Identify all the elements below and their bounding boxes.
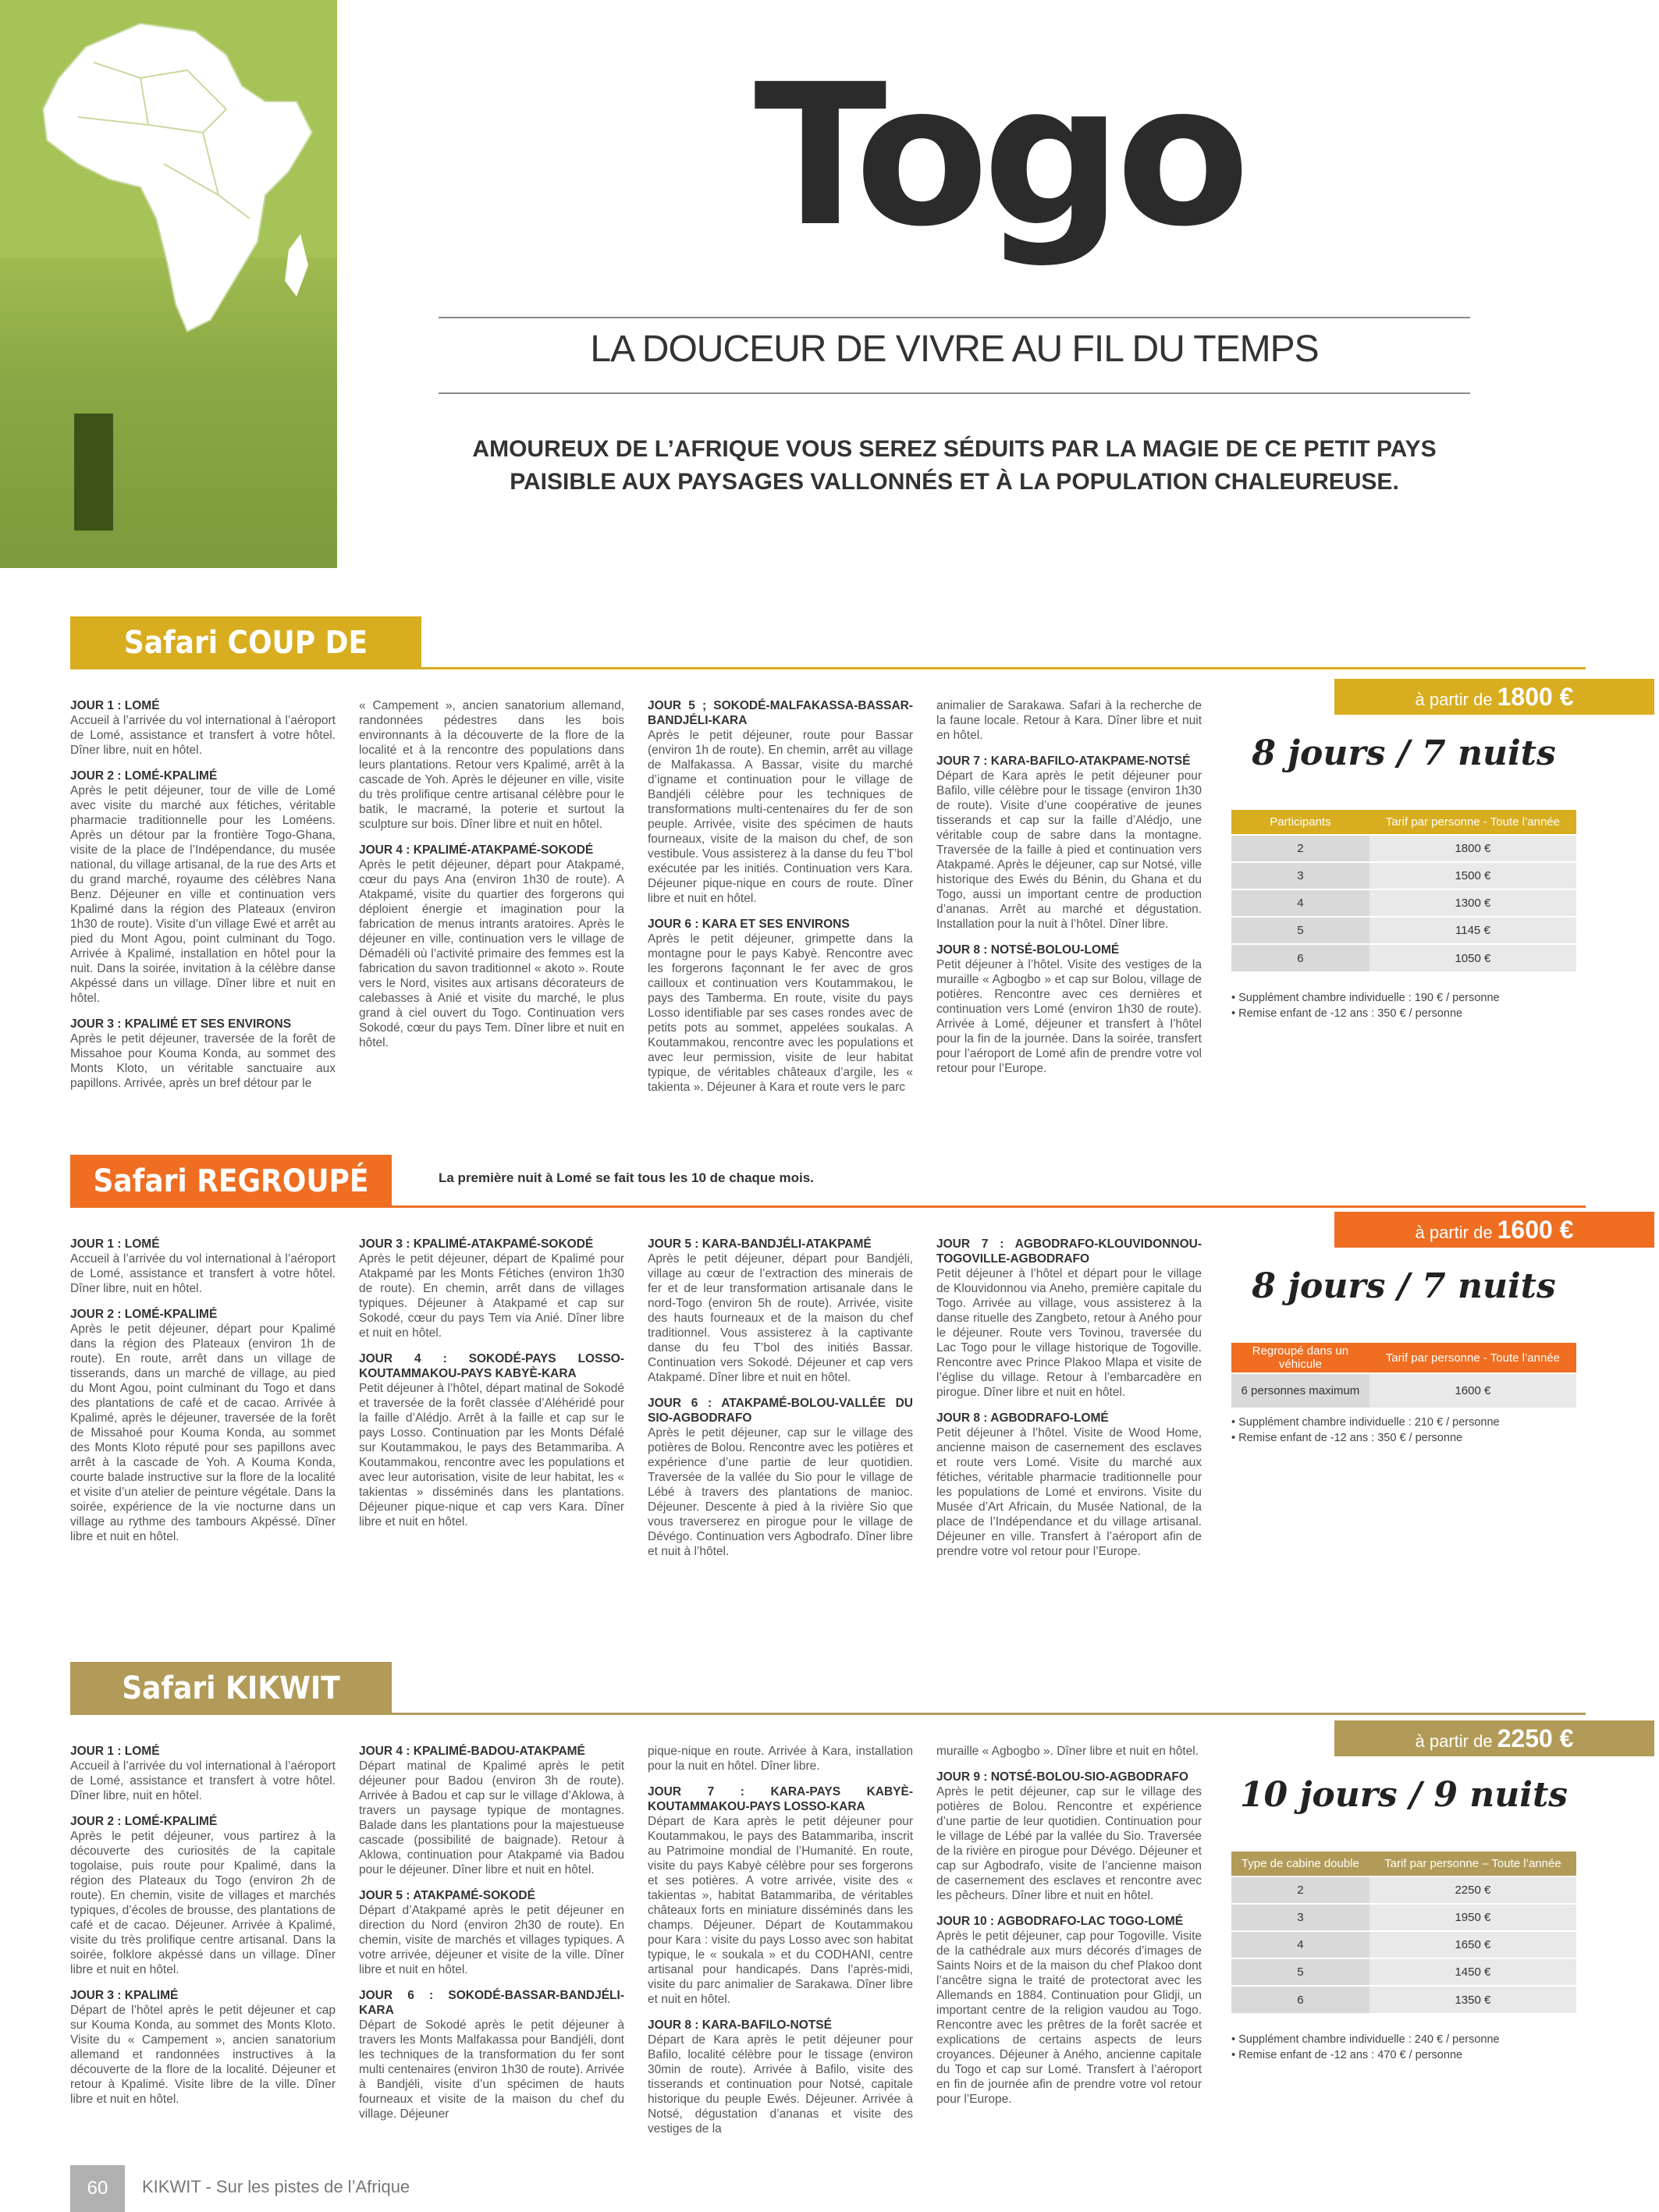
day-text: Accueil à l’arrivée du vol international à l’aéroport de Lomé, assistance et transfert à votre hôtel. Dîner libre, nuit en hôtel.: [70, 714, 336, 757]
day-entry: [648, 917, 913, 1095]
day-text: Départ de Sokodé après le petit déjeuner à travers les Monts Malfakassa pour Bandjéli, dont les techniques de la transformation du fer sont multi centenaires (environ 1h30 de route). Arrivée à Bandjéli, visite d’un spécimen de hauts fourneaux et visite de la maison du chef du village. Déjeuner: [359, 2018, 624, 2121]
section-tab: Safari COUP DE CŒUR: [70, 616, 421, 669]
price-table-header: Participants: [1231, 810, 1369, 835]
day-text: Après le petit déjeuner, vous partirez à la découverte des curiosités de la capitale togolaise, puis route pour Kpalimé, dans la région des Plateaux du Togo (environ 2h de route). En chemin, visite de villages et marchés typiques, d’écoles de brousse, des plantations de café et de cacao. Déjeuner. Arrivée à Kpalimé, visite du très prolifique centre artisanal. Dans la soirée, folklore akpéssé dans un village. Dîner libre et nuit en hôtel.: [70, 1830, 336, 1976]
price-banner: [1334, 1212, 1654, 1248]
day-heading: JOUR 3 : KPALIMÉ ET SES ENVIRONS: [70, 1017, 292, 1031]
day-entry: [70, 1988, 336, 2107]
price-row: [1231, 1876, 1576, 1904]
trip-duration: 8 jours / 7 nuits: [1252, 733, 1556, 773]
itinerary-column: [359, 698, 624, 1096]
price-note: • Supplément chambre individuelle : 190 € / personne: [1231, 992, 1500, 1004]
day-entry: [648, 1396, 913, 1559]
price-cell: 1145 €: [1369, 917, 1576, 944]
day-text: Accueil à l’arrivée du vol international à l’aéroport de Lomé, assistance et transfert à votre hôtel. Dîner libre, nuit en hôtel.: [70, 1759, 336, 1802]
day-heading: JOUR 5 : KARA-BANDJÉLI-ATAKPAMÉ: [648, 1237, 872, 1251]
price-from: à partir de: [1415, 690, 1493, 709]
day-heading: JOUR 6 : KARA ET SES ENVIRONS: [648, 918, 850, 931]
day-text: Après le petit déjeuner, cap sur le village des potières de Bolou. Rencontre avec les potières et expérience d’une partie de leur quotidien. Traversée de la vallée du Sio pour le village de Lébé à travers des plantations de manioc. Déjeuner. Descente à pied à la rivière Sio que vous traverserez en pirogue pour le village de Dévégo. Continuation vers Agbodrafo. Dîner libre et nuit à l’hôtel.: [648, 1426, 913, 1558]
section-tab: Safari REGROUPÉ: [70, 1155, 392, 1208]
price-from: à partir de: [1415, 1223, 1493, 1242]
day-heading: JOUR 10 : AGBODRAFO-LAC TOGO-LOMÉ: [936, 1915, 1184, 1928]
day-heading: JOUR 1 : LOMÉ: [70, 699, 160, 712]
price-cell: 5: [1231, 1958, 1369, 1986]
price-cell: 1950 €: [1369, 1904, 1576, 1931]
day-heading: JOUR 4 : KPALIMÉ-ATAKPAMÉ-SOKODÉ: [359, 843, 594, 857]
price-cell: 1350 €: [1369, 1986, 1576, 2013]
price-cell: 2: [1231, 1876, 1369, 1904]
price-banner: [1334, 1720, 1654, 1756]
day-entry: [359, 1744, 624, 1877]
day-heading: JOUR 7 : AGBODRAFO-KLOUVIDONNOU-TOGOVILLE-AGBODRAFO: [936, 1237, 1202, 1266]
header-image: [0, 0, 337, 568]
price-row: [1231, 889, 1576, 917]
page-number: 60: [70, 2165, 125, 2212]
price-cell: 4: [1231, 889, 1369, 917]
price-cell: 6: [1231, 944, 1369, 971]
day-heading: JOUR 5 : ATAKPAMÉ-SOKODÉ: [359, 1889, 535, 1902]
trip-duration: 10 jours / 9 nuits: [1239, 1775, 1568, 1815]
price-row: [1231, 944, 1576, 971]
price-cell: 1800 €: [1369, 835, 1576, 862]
day-text: Départ de l’hôtel après le petit déjeuner et cap sur Kouma Konda, au sommet des Monts Kloto. Visite du « Campement », ancien sanatorium allemand et randonnées instructives à la découverte de la flore de la localité. Déjeuner et retour à Kpalimé. Visite libre de la ville. Dîner libre et nuit en hôtel.: [70, 2004, 336, 2106]
day-heading: JOUR 7 : KARA-BAFILO-ATAKPAME-NOTSÉ: [936, 754, 1191, 768]
price-row: [1231, 1986, 1576, 2013]
day-heading: JOUR 5 ; SOKODÉ-MALFAKASSA-BASSAR-BANDJÉLI-KARA: [648, 699, 913, 727]
day-entry: [70, 698, 336, 758]
itinerary-column: [70, 1237, 336, 1611]
day-text: Après le petit déjeuner, départ pour Bandjéli, village au cœur de l’extraction des minerais de fer et de leur transformation artisanale dans le nord-Togo (environ 5h de route). Arrivée, visite des hauts fourneaux et de la maison du chef traditionnel. Vous assisterez à la captivante danse du feu T’bol des initiés Bassar. Continuation vers Sokodé. Déjeuner et cap vers Atakpamé. Dîner libre et nuit en hôtel.: [648, 1252, 913, 1384]
price-row: [1231, 1373, 1576, 1408]
day-entry: [936, 754, 1202, 932]
day-entry: [648, 1784, 913, 2007]
price-amount: 1600 €: [1497, 1216, 1574, 1244]
price-cell: 4: [1231, 1931, 1369, 1958]
price-amount: 2250 €: [1497, 1724, 1574, 1752]
price-table-header: Tarif par personne - Toute l’année: [1369, 1343, 1576, 1373]
day-entry: [70, 1017, 336, 1091]
day-heading: JOUR 1 : LOMÉ: [70, 1745, 160, 1758]
day-text: « Campement », ancien sanatorium allemand, randonnées pédestres dans les bois environnants à la découverte de la flore de la localité et à la rencontre des populations dans leurs plantations. Retour vers Kpalimé, arrêt à la cascade de Yoh. Après le déjeuner en ville, visite du très prolifique centre artisanal célèbre pour le batik, le macramé, la poterie et surtout la sculpture sur bois. Dîner libre et nuit en hôtel.: [359, 699, 624, 831]
day-text: Petit déjeuner à l’hôtel, départ matinal de Sokodé et traversée de la forêt classée d’Aléhéridé pour la faille d’Alédjo. Arrêt à la faille et cap sur le pays Losso. Continuation par les Monts Défalé sur Koutammakou, le pays des Betammariba. A Koutammakou, rencontre avec les populations et avec leur autorisation, visite de leur habitat, les « takientas » disséminés dans les plantations. Déjeuner pique-nique et cap vers Kara. Dîner libre et nuit en hôtel.: [359, 1382, 624, 1529]
day-entry: [70, 1814, 336, 1977]
price-note: • Supplément chambre individuelle : 240 € / personne: [1231, 2033, 1500, 2046]
price-cell: 3: [1231, 1904, 1369, 1931]
price-row: [1231, 835, 1576, 862]
day-entry: [359, 1351, 624, 1529]
itinerary-column: [648, 1744, 913, 2165]
page-subtitle: LA DOUCEUR DE VIVRE AU FIL DU TEMPS: [590, 328, 1319, 370]
price-table: [1231, 1343, 1576, 1408]
price-cell: 2: [1231, 835, 1369, 862]
itinerary-column: [936, 1237, 1202, 1611]
intro-text: AMOUREUX DE L’AFRIQUE VOUS SEREZ SÉDUITS PAR LA MAGIE DE CE PETIT PAYS PAISIBLE AUX PAYSAGES VALLONNÉS ET À LA POPULATION CHALEUREUSE.: [472, 436, 1437, 495]
day-heading: JOUR 9 : NOTSÉ-BOLOU-SIO-AGBODRAFO: [936, 1770, 1188, 1784]
day-entry: [936, 698, 1202, 743]
day-heading: JOUR 4 : SOKODÉ-PAYS LOSSO-KOUTAMMAKOU-PAYS KABYÈ-KARA: [359, 1352, 624, 1380]
trip-duration: 8 jours / 7 nuits: [1252, 1266, 1556, 1306]
day-entry: [936, 1237, 1202, 1400]
day-text: Départ d’Atakpamé après le petit déjeuner en direction du Nord (environ 2h30 de route). En chemin, visite de marchés et villages typiques. A votre arrivée, déjeuner et visite de la ville. Dîner libre et nuit en hôtel.: [359, 1904, 624, 1976]
price-row: [1231, 1958, 1576, 1986]
price-cell: 1300 €: [1369, 889, 1576, 917]
price-note: • Remise enfant de -12 ans : 350 € / personne: [1231, 1432, 1463, 1444]
price-table-header: Tarif par personne – Toute l’année: [1369, 1852, 1576, 1876]
day-entry: [70, 1237, 336, 1296]
day-heading: JOUR 8 : NOTSÉ-BOLOU-LOMÉ: [936, 943, 1120, 957]
price-cell: 1500 €: [1369, 862, 1576, 889]
price-cell: 1600 €: [1369, 1373, 1576, 1408]
day-entry: [936, 943, 1202, 1076]
day-text: Accueil à l’arrivée du vol international à l’aéroport de Lomé, assistance et transfert à votre hôtel. Dîner libre, nuit en hôtel.: [70, 1252, 336, 1295]
day-heading: JOUR 6 : ATAKPAMÉ-BOLOU-VALLÉE DU SIO-AGBODRAFO: [648, 1397, 913, 1425]
itinerary-column: [359, 1237, 624, 1611]
itinerary-column: [359, 1744, 624, 2165]
day-text: Petit déjeuner à l’hôtel et départ pour le village de Klouvidonnou via Aneho, première capitale du Togo. Arrivée au village, vous assisterez à la danse rituelle des Zangbeto, retour à Aného pour le déjeuner. Route vers Tovinou, traversée du Lac Togo pour le village historique de Togoville. Rencontre avec Prince Plakoo Mlapa et visite de l’église du village. Retour à l’embarcadère en pirogue. Dîner libre et nuit en hôtel.: [936, 1267, 1202, 1399]
price-banner: [1334, 679, 1654, 715]
price-row: [1231, 862, 1576, 889]
day-text: Petit déjeuner à l’hôtel. Visite des vestiges de la muraille « Agbogbo » et cap sur Bolou, village de potières. Rencontre avec ces dernières et continuation vers Lomé (environ 1h30 de route). Arrivée à Lomé, déjeuner et transfert à l’hôtel pour la fin de la journée. Dans la soirée, transfert pour l’aéroport de Lomé afin de prendre votre vol retour pour l’Europe.: [936, 958, 1202, 1075]
day-entry: [359, 1237, 624, 1340]
day-text: Après le petit déjeuner, cap pour Togoville. Visite de la cathédrale aux murs décorés d’images de Saints Noirs et de la maison du chef Plakoo dont l’ancêtre signa le traité de protectorat avec les Allemands en 1884. Continuation pour Glidji, un important centre de la religion vaudou au Togo. Rencontre avec les prêtres de la forêt sacrée et explications de certains aspects de leurs croyances. Déjeuner à Aného, ancienne capitale du Togo et cap sur Lomé. Transfert à l’aéroport en fin de journée afin de prendre votre vol retour pour l’Europe.: [936, 1930, 1202, 2106]
day-heading: JOUR 8 : KARA-BAFILO-NOTSÉ: [648, 2018, 832, 2032]
itinerary-column: [70, 698, 336, 1096]
section-tab: Safari KIKWIT: [70, 1662, 392, 1715]
price-row: [1231, 1931, 1576, 1958]
day-text: Après le petit déjeuner, route pour Bassar (environ 1h de route). En chemin, arrêt au village de Malfakassa. A Bassar, visite du marché d’igname et continuation pour le village de Bandjéli célèbre pour les techniques de transformations multi-centenaires du fer de son peuple. Arrivée, visite des spécimen de hauts fourneaux, visite de la maison du chef, de son vestibule. Vous assisterez à la danse du feu T’bol exécutée par les initiés. Continuation vers Kara. Déjeuner pique-nique en cours de route. Dîner libre et nuit en hôtel.: [648, 729, 913, 905]
day-text: Départ matinal de Kpalimé après le petit déjeuner pour Badou (environ 3h de route). Arrivée à Badou et cap sur le village d’Aklowa, à travers un paysage typique de montagnes. Balade dans les plantations pour la majestueuse cascade (possibilité de baignade). Retour à Aklowa, continuation pour Atakpamé via Badou pour le déjeuner. Dîner libre et nuit en hôtel.: [359, 1759, 624, 1876]
day-text: Après le petit déjeuner, départ pour Atakpamé, cœur du pays Ana (environ 1h30 de route). A Atakpamé, visite du quartier des forgerons qui déploient énergie et imagination pour la fabrication de menus intrants aratoires. Après le déjeuner en ville, continuation vers le village de Démadéli où l’activité primaire des femmes est la fabrication du savon traditionnel « akoto ». Route vers le Nord, visites aux artisans décorateurs de calebasses à Anié et visite du marché, le plus grand à ciel ouvert du Togo. Continuation vers Sokodé, cœur du pays Tem. Dîner libre et nuit en hôtel.: [359, 858, 624, 1049]
day-text: pique-nique en route. Arrivée à Kara, installation pour la nuit en hôtel. Dîner libre.: [648, 1745, 913, 1773]
day-heading: JOUR 2 : LOMÉ-KPALIMÉ: [70, 1308, 218, 1321]
day-heading: JOUR 2 : LOMÉ-KPALIMÉ: [70, 769, 218, 783]
page-title: Togo: [754, 42, 1244, 269]
price-notes: [1231, 1415, 1576, 1446]
day-heading: JOUR 6 : SOKODÉ-BASSAR-BANDJÉLI-KARA: [359, 1989, 624, 2017]
day-text: Après le petit déjeuner, départ pour Kpalimé dans la région des Plateaux (environ 1h de route). En route, arrêt dans un village de tisserands, dans un marché de village, au pied du Mont Agou, point culminant du Togo et dans des plantations de café et de cacao. Arrivée à Kpalimé, après le déjeuner, traversée de la forêt de Missahoé pour Kouma Konda, au sommet des Monts Kloto réputé pour ses papillons avec arrêt à la cascade de Yoh. A Kouma Konda, courte balade instructive sur la flore de la localité et visite d’un atelier de peinture végétale. Dans la soirée, expérience de la vie nocturne dans un village au rythme des tambours Akpéssé. Dîner libre et nuit en hôtel.: [70, 1323, 336, 1543]
day-entry: [70, 1744, 336, 1803]
itinerary-column: [70, 1744, 336, 2165]
day-heading: JOUR 1 : LOMÉ: [70, 1237, 160, 1251]
price-cell: 2250 €: [1369, 1876, 1576, 1904]
day-entry: [648, 698, 913, 906]
africa-map-icon: [31, 16, 328, 343]
day-entry: [70, 769, 336, 1006]
price-notes: [1231, 990, 1576, 1021]
price-cell: 5: [1231, 917, 1369, 944]
price-note: • Remise enfant de -12 ans : 350 € / personne: [1231, 1007, 1463, 1020]
subtitle-rule: [439, 392, 1470, 394]
day-text: Départ de Kara après le petit déjeuner pour Koutammakou, le pays des Batammariba, inscrit au Patrimoine mondial de l’Humanité. En route, visite du pays Kabyè célèbre pour ses forgerons et ses potières. A votre arrivée, visite des « takientas », habitat Batammariba, de véritables châteaux forts en miniature disséminés dans les champs. Déjeuner. Départ de Koutammakou pour Kara : visite du pays Losso avec son habitat typique, le « soukala » et du CODHANI, centre artisanal pour handicapés. Dans l’après-midi, visite du parc animalier de Sarakawa. Dîner libre et nuit en hôtel.: [648, 1815, 913, 2006]
price-amount: 1800 €: [1497, 683, 1574, 711]
price-table: [1231, 810, 1576, 971]
day-text: Après le petit déjeuner, tour de ville de Lomé avec visite du marché aux fétiches, véritable pharmacie traditionnelle pour les Loméens. Après un détour par la frontière Togo-Ghana, visite de la place de l’Indépendance, du musée national, du village artisanal, de la rue des Arts et du grand marché, royaume des célèbres Nana Benz. Déjeuner en ville et continuation vers Kpalimé dans la région des Plateaux (environ 1h30 de route). Visite d’un village Ewé et arrêt au pied du Mont Agou, point culminant du Togo. Arrivée à Kpalimé, installation en hôtel pour la nuit. Dans la soirée, invitation à la célèbre danse Akpéssé dans un village. Dîner libre et nuit en hôtel.: [70, 784, 336, 1005]
price-table: [1231, 1852, 1576, 2013]
day-text: muraille « Agbogbo ». Dîner libre et nuit en hôtel.: [936, 1745, 1199, 1758]
day-entry: [359, 1988, 624, 2121]
day-text: animalier de Sarakawa. Safari à la recherche de la faune locale. Retour à Kara. Dîner libre et nuit en hôtel.: [936, 699, 1202, 742]
day-text: Après le petit déjeuner, cap sur le village des potières de Bolou. Rencontre et expérience d’une partie de leur quotidien. Continuation pour le village de Lébé par la vallée du Sio. Traversée de la rivière en pirogue pour Dévégo. Déjeuner et cap sur Agbodrafo, visite de l’ancienne maison de casernement des esclaves et rencontre avec les pêcheurs. Dîner libre et nuit en hôtel.: [936, 1785, 1202, 1902]
day-text: Départ de Kara après le petit déjeuner pour Bafilo, ville célèbre pour le tissage (environ 1h30 de route). Visite d’une coopérative de jeunes tisserands et cap sur la faille d’Alédjo, une véritable coup de sabre dans la montagne. Traversée de la faille à pied et continuation vers Atakpamé. Après le déjeuner, cap sur Notsé, ville historique des Ewés du Bénin, du Ghana et du Togo, aussi un important centre de production d’ananas. Arrêt au marché et dégustation. Installation pour la nuit à l’hôtel. Dîner libre.: [936, 769, 1202, 931]
day-entry: [359, 843, 624, 1050]
price-cell: 6: [1231, 1986, 1369, 2013]
day-text: Après le petit déjeuner, grimpette dans la montagne pour le pays Kabyè. Rencontre avec les forgerons façonnant le fer avec de gros cailloux et continuation vers Koutammakou, le pays des Tamberma. En route, visite du pays Losso identifiable par ses cases rondes avec de petits pots au sommet, appelées soukalas. A Koutammakou, rencontre avec les populations et avec leur permission, visite de leur habitat typique, de véritables châteaux d’argile, les « takienta ». Déjeuner à Kara et route vers le parc: [648, 932, 913, 1094]
day-entry: [648, 1237, 913, 1385]
price-from: à partir de: [1415, 1731, 1493, 1751]
day-heading: JOUR 4 : KPALIMÉ-BADOU-ATAKPAMÉ: [359, 1745, 585, 1758]
day-entry: [648, 1744, 913, 1774]
day-text: Après le petit déjeuner, départ de Kpalimé pour Atakpamé par les Monts Fétiches (environ 1h30 de route). En chemin, arrêt dans de villages typiques. Déjeuner à Atakpamé et cap sur Sokodé, cœur du pays Tem via Anié. Dîner libre et nuit en hôtel.: [359, 1252, 624, 1340]
title-rule: [439, 317, 1470, 318]
price-table-header: Type de cabine double: [1231, 1852, 1369, 1876]
day-entry: [648, 2018, 913, 2136]
day-entry: [936, 1744, 1202, 1759]
day-heading: JOUR 7 : KARA-PAYS KABYÈ-KOUTAMMAKOU-PAYS LOSSO-KARA: [648, 1785, 913, 1813]
price-notes: [1231, 2032, 1576, 2063]
itinerary-column: [936, 698, 1202, 1096]
price-cell: 1450 €: [1369, 1958, 1576, 1986]
itinerary-column: [648, 1237, 913, 1611]
day-text: Départ de Kara après le petit déjeuner pour Bafilo, localité célèbre pour le tissage (environ 30min de route). Arrivée à Bafilo, visite des tisserands et continuation pour Notsé, capitale historique du peuple Ewés. Déjeuner. Arrivée à Notsé, dégustation d’ananas et visite des vestiges de la: [648, 2033, 913, 2136]
day-heading: JOUR 3 : KPALIMÉ-ATAKPAMÉ-SOKODÉ: [359, 1237, 594, 1251]
day-text: Petit déjeuner à l’hôtel. Visite de Wood Home, ancienne maison de casernement des esclaves et route vers Lomé. Visite du marché aux fétiches, véritable pharmacie traditionnelle pour les populations de Lomé et environs. Visite du Musée d’Art Africain, du Musée National, de la place de l’Indépendance et du village artisanal. Déjeuner en ville. Transfert à l’aéroport afin de prendre votre vol retour pour l’Europe.: [936, 1426, 1202, 1558]
price-table-header: Tarif par personne - Toute l’année: [1369, 810, 1576, 835]
day-heading: JOUR 3 : KPALIMÉ: [70, 1989, 179, 2002]
footer-text: KIKWIT - Sur les pistes de l’Afrique: [142, 2177, 410, 2196]
price-cell: 6 personnes maximum: [1231, 1373, 1369, 1408]
day-heading: JOUR 8 : AGBODRAFO-LOMÉ: [936, 1411, 1109, 1425]
price-row: [1231, 1904, 1576, 1931]
itinerary-column: [936, 1744, 1202, 2165]
price-note: • Remise enfant de -12 ans : 470 € / personne: [1231, 2049, 1463, 2061]
price-row: [1231, 917, 1576, 944]
itinerary-column: [648, 698, 913, 1096]
day-entry: [936, 1411, 1202, 1559]
hut-door: [74, 414, 113, 531]
price-cell: 1650 €: [1369, 1931, 1576, 1958]
section-note: La première nuit à Lomé se fait tous les 10 de chaque mois.: [439, 1170, 814, 1185]
day-entry: [70, 1307, 336, 1544]
day-entry: [359, 1888, 624, 1977]
day-entry: [359, 698, 624, 832]
day-heading: JOUR 2 : LOMÉ-KPALIMÉ: [70, 1815, 218, 1828]
price-table-header: Regroupé dans un véhicule: [1231, 1343, 1369, 1373]
day-entry: [936, 1914, 1202, 2107]
day-entry: [936, 1770, 1202, 1903]
price-cell: 3: [1231, 862, 1369, 889]
day-text: Après le petit déjeuner, traversée de la forêt de Missahoe pour Kouma Konda, au sommet des Monts Kloto, un véritable sanctuaire aux papillons. Arrivée, après un bref détour par le: [70, 1032, 336, 1090]
price-cell: 1050 €: [1369, 944, 1576, 971]
price-note: • Supplément chambre individuelle : 210 € / personne: [1231, 1416, 1500, 1429]
